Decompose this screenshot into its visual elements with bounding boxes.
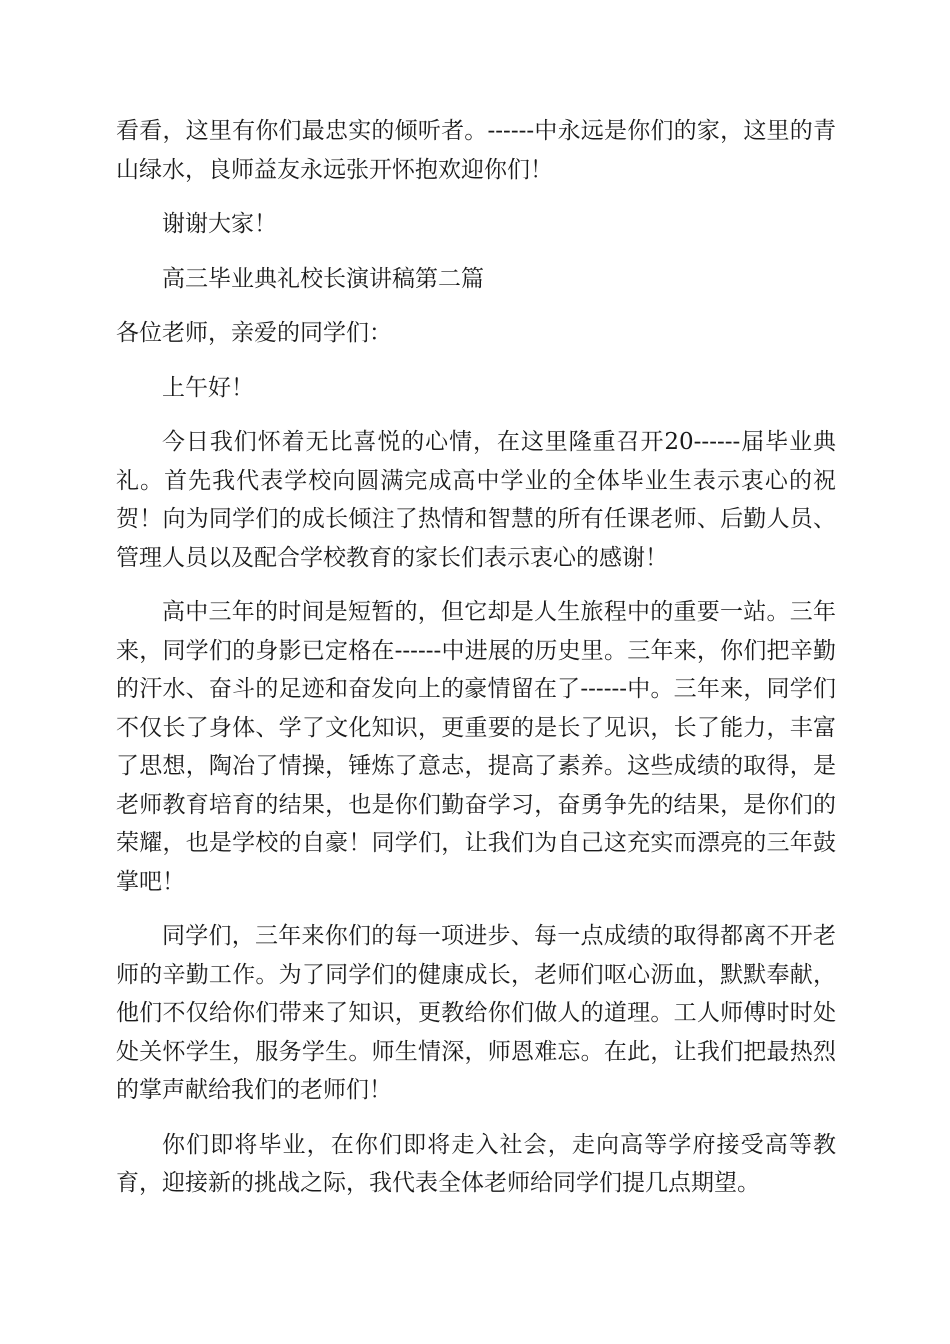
paragraph-three-years: 高中三年的时间是短暂的，但它却是人生旅程中的重要一站。三年来，同学们的身影已定格在------中进展的历史里。三年来，你们把辛勤的汗水、奋斗的足迹和奋发向上的豪情留在了------中。三年来，同学们不仅长了身体、学了文化知识，更重要的是长了见识，长了能力，丰富了思想，陶冶了情操，锤炼了意志，提高了素养。这些成绩的取得，是老师教育培育的结果，也是你们勤奋学习，奋勇争先的结果，是你们的荣耀，也是学校的自豪！同学们，让我们为自己这充实而漂亮的三年鼓掌吧！ — [116, 599, 836, 895]
paragraph-thanks: 谢谢大家！ — [162, 211, 277, 237]
paragraph-continuation: 看看，这里有你们最忠实的倾听者。------中永远是你们的家，这里的青山绿水，良师益友永远张开怀抱欢迎你们！ — [116, 118, 836, 183]
paragraph-salutation: 各位老师，亲爱的同学们： — [116, 320, 392, 346]
paragraph-opening: 今日我们怀着无比喜悦的心情，在这里隆重召开20------届毕业典礼。首先我代表学校向圆满完成高中学业的全体毕业生表示衷心的祝贺！向为同学们的成长倾注了热情和智慧的所有任课老师、后勤人员、管理人员以及配合学校教育的家长们表示衷心的感谢！ — [116, 429, 836, 571]
paragraph-expectations: 你们即将毕业，在你们即将走入社会，走向高等学府接受高等教育，迎接新的挑战之际，我代表全体老师给同学们提几点期望。 — [116, 1131, 836, 1196]
section-title: 高三毕业典礼校长演讲稿第二篇 — [162, 265, 484, 292]
paragraph-greeting: 上午好！ — [162, 374, 254, 401]
document-body — [116, 112, 836, 1219]
paragraph-teachers: 同学们，三年来你们的每一项进步、每一点成绩的取得都离不开老师的辛勤工作。为了同学们的健康成长，老师们呕心沥血，默默奉献，他们不仅给你们带来了知识，更教给你们做人的道理。工人师傅时时处处关怀学生，服务学生。师生情深，师恩难忘。在此，让我们把最热烈的掌声献给我们的老师们！ — [116, 923, 836, 1103]
